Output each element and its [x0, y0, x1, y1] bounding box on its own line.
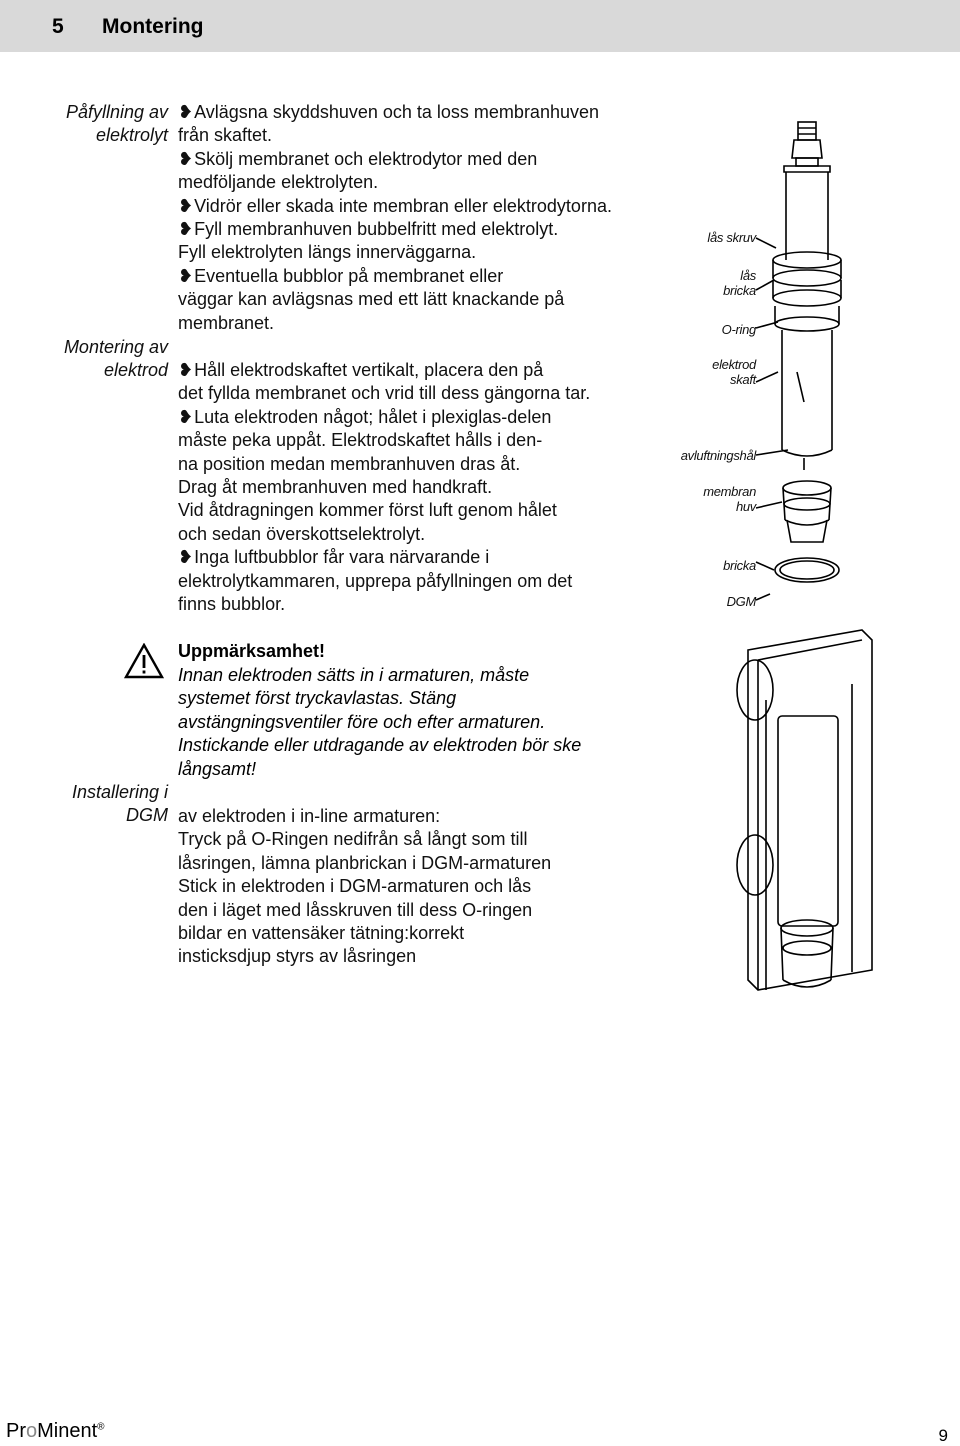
step: ❥Håll elektrodskaftet vertikalt, placera den på det fyllda membranet och vrid till dess gängorna tar. [178, 360, 591, 404]
side-heading-install: Installering i DGM [71, 782, 168, 826]
label-las-skruv: lås skruv [707, 230, 756, 245]
label-elektrod-skaft: elektrod skaft [712, 357, 756, 387]
install-text: av elektroden i in-line armaturen: Tryck på O-Ringen nedifrån så långt som till låsringen, lämna planbrickan i DGM-armaturen Stick in elektroden i DGM-armaturen och lås den i läget med låsskruven till dess O-ringen bildar en vattensäker tätning:korrekt insticksdjup styrs av låsringen [178, 806, 552, 967]
label-bricka: bricka [723, 558, 756, 573]
step: ❥Avlägsna skyddshuven och ta loss membranhuven från skaftet. [178, 102, 599, 146]
warning-text: Innan elektroden sätts in i armaturen, måste systemet först tryckavlastas. Stäng avstängningsventiler före och efter armaturen. Instickande eller utdragande av elektroden bör ske långsamt! [178, 665, 582, 779]
label-las-bricka: lås bricka [723, 268, 756, 298]
side-heading-mount: Montering av elektrod [63, 337, 168, 381]
bullet-icon: ❥ [178, 148, 194, 169]
bullet-icon: ❥ [178, 219, 194, 240]
warning-title: Uppmärksamhet! [178, 641, 326, 661]
section-title: Montering [102, 15, 204, 38]
bullet-icon: ❥ [178, 406, 194, 427]
bullet-icon: ❥ [178, 360, 194, 380]
step: ❥Skölj membranet och elektrodytor med den medföljande elektrolyten. [178, 148, 538, 193]
side-heading-fill: Påfyllning av elektrolyt [65, 102, 168, 146]
step: ❥Fyll membranhuven bubbelfritt med elektrolyt. Fyll elektrolyten längs innerväggarna. [178, 219, 559, 263]
warning-triangle-icon [124, 643, 164, 679]
prominent-logo: ProMinent® [6, 1420, 105, 1442]
step: ❥Eventuella bubblor på membranet eller väggar kan avlägsnas med ett lätt knackande på membranet. [178, 265, 565, 333]
section-number: 5 [52, 15, 64, 38]
electrode-assembly-diagram [666, 110, 960, 1010]
step: ❥Vidrör eller skada inte membran eller elektrodytorna. [178, 195, 612, 216]
label-avluftningshal: avluftningshål [680, 448, 756, 463]
label-membran-huv: membran huv [703, 484, 756, 514]
bullet-icon: ❥ [178, 102, 194, 122]
step: ❥Luta elektroden något; hålet i plexiglas-delen måste peka uppåt. Elektrodskaftet hålls i den- na position medan membranhuven dras åt. Drag åt membranhuven med handkraft. Vid åtdragningen kommer först luft genom hålet och sedan överskottselektrolyt. [178, 406, 557, 544]
page-number: 9 [938, 1426, 948, 1445]
bullet-icon: ❥ [178, 547, 194, 568]
label-o-ring: O-ring [721, 322, 756, 337]
label-dgm: DGM [726, 594, 756, 609]
step: ❥Inga luftbubblor får vara närvarande i elektrolytkammaren, upprepa påfyllningen om det finns bubblor. [178, 547, 573, 615]
assembly-drawing [666, 110, 960, 1010]
mount-steps [178, 359, 648, 616]
bullet-icon: ❥ [178, 265, 194, 286]
fill-steps [178, 101, 648, 335]
section-header [0, 0, 960, 52]
bullet-icon: ❥ [178, 195, 194, 216]
